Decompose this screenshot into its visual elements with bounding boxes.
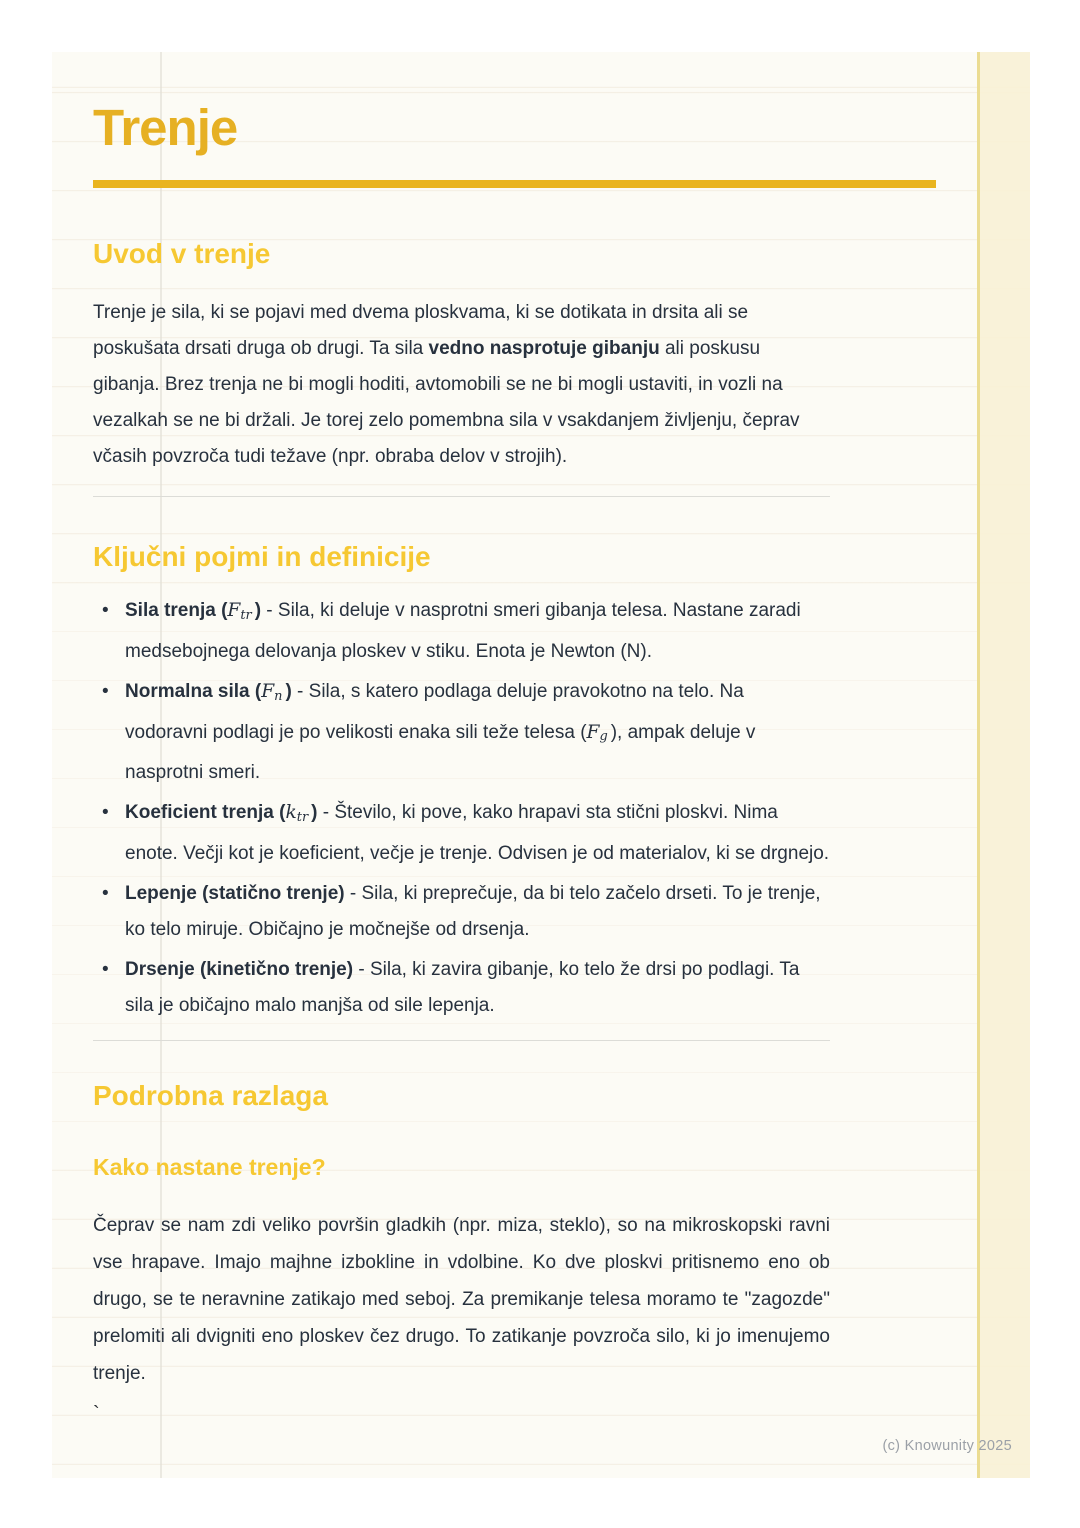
notes-page <box>52 52 1030 1478</box>
definition-item-normalna-sila: • Normalna sila (Fn ) - Sila, s katero podlaga deluje pravokotno na telo. Na vodoravni podlagi je po velikosti enaka sili teže telesa (Fg ), ampak deluje v nasprotni smeri. <box>93 674 830 792</box>
definition-item-koeficient-trenja: • Koeficient trenja (ktr ) - Število, ki pove, kako hrapavi sta stični ploskvi. Nima enote. Večji kot je koeficient, večje je trenje. Odvisen je od materialov, ki se drgnejo. <box>93 795 830 872</box>
detail-paragraph: Čeprav se nam zdi veliko površin gladkih (npr. miza, steklo), so na mikroskopski ravni vse hrapave. Imajo majhne izbokline in vdolbine. Ko dve ploskvi pritisnemo eno ob drugo, se te neravnine zatikajo med seboj. Za premikanje telesa moramo te "zagozde" prelomiti ali dvigniti eno ploskev čez drugo. To zatikanje povzroča silo, ki jo imenujemo trenje. <box>93 1215 830 1385</box>
title-underline <box>93 180 936 188</box>
section-heading-uvod: Uvod v trenje <box>93 238 271 269</box>
definitions-list <box>93 593 830 1024</box>
copyright-footer: (c) Knowunity 2025 <box>882 1438 1012 1454</box>
page-title: Trenje <box>93 99 238 156</box>
definition-item-lepenje: • Lepenje (statično trenje) - Sila, ki preprečuje, da bi telo začelo drseti. To je trenje, ko telo miruje. Običajno je močnejše od drsenja. <box>93 876 830 948</box>
stray-backtick: ` <box>93 1403 100 1426</box>
intro-paragraph: Trenje je sila, ki se pojavi med dvema ploskvama, ki se dotikata in drsita ali se poskušata drsati druga ob drugi. Ta sila vedno nasprotuje gibanju ali poskusu gibanja. Brez trenja ne bi mogli hoditi, avtomobili se ne bi mogli ustaviti, in vozli na vezalkah se ne bi držali. Je torej zelo pomembna sila v vsakdanjem življenju, čeprav včasih povzroča tudi težave (npr. obraba delov v strojih). <box>93 302 800 467</box>
section-heading-podrobna: Podrobna razlaga <box>93 1080 328 1112</box>
page-edge-stripe <box>977 52 1030 1478</box>
definition-item-drsenje: • Drsenje (kinetično trenje) - Sila, ki zavira gibanje, ko telo že drsi po podlagi. Ta sila je običajno malo manjša od sile lepenja. <box>93 952 830 1024</box>
document-content <box>93 52 830 1424</box>
subsection-heading-kako-nastane: Kako nastane trenje? <box>93 1154 326 1181</box>
section-heading-pojmi: Ključni pojmi in definicije <box>93 541 431 572</box>
section-divider-1 <box>93 496 830 497</box>
definition-item-sila-trenja: • Sila trenja (Ftr ) - Sila, ki deluje v nasprotni smeri gibanja telesa. Nastane zaradi medsebojnega delovanja ploskev v stiku. Enota je Newton (N). <box>93 593 830 670</box>
section-divider-2 <box>93 1040 830 1041</box>
